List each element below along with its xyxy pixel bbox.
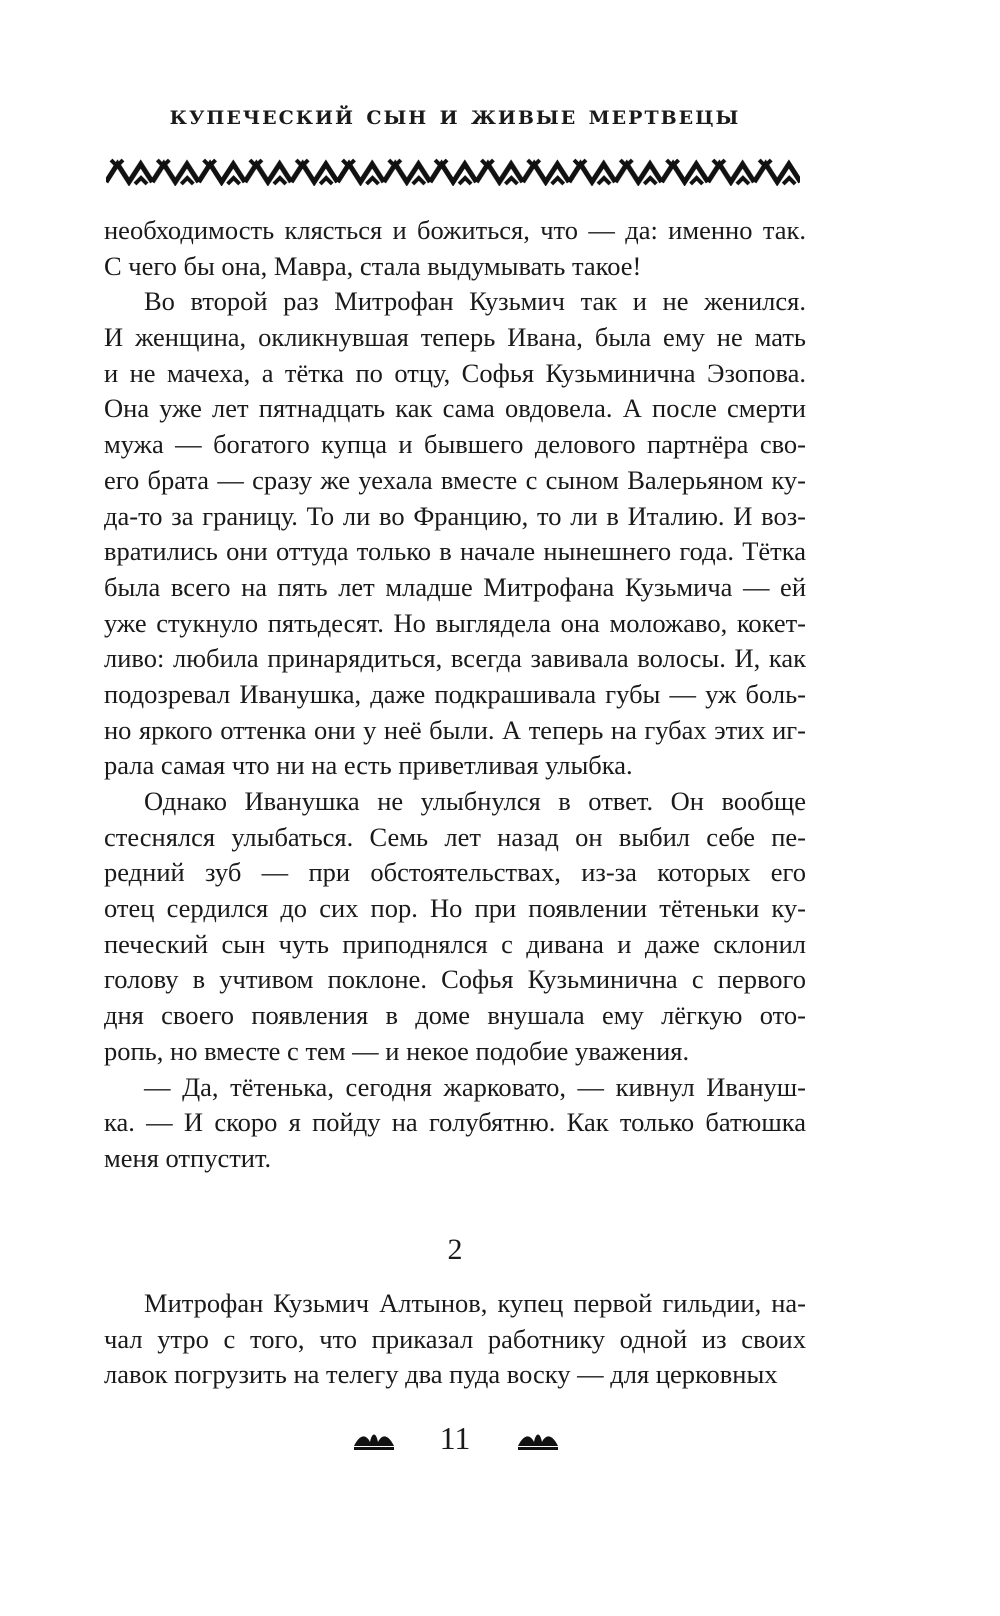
text-line: лавок погрузить на телегу два пуда воску — для церковных (104, 1359, 778, 1390)
zigzag-ornament (106, 156, 800, 186)
text-line: мужа — богатого купца и бывшего делового партнёра сво- (104, 429, 806, 460)
text-line: Во второй раз Митрофан Кузьмич так и не женился. (144, 286, 806, 317)
text-line: его брата — сразу же уехала вместе с сыном Валерьяном ку- (104, 464, 806, 495)
text-line: ка. — И скоро я пойду на голубятню. Как только батюшка (104, 1107, 806, 1138)
text-line: необходимость клясться и божиться, что — да: именно так. (104, 215, 806, 245)
text-line: С чего бы она, Мавра, стала выдумывать такое! (104, 250, 642, 281)
text-line: стеснялся улыбаться. Семь лет назад он выбил себе пе- (104, 821, 806, 852)
text-line: и не мачеха, а тётка по отцу, Софья Кузьминична Эзопова. (104, 357, 806, 388)
page-number: 11 (439, 1420, 471, 1456)
running-head: купеческий сын и живые мертвецы (169, 100, 741, 131)
text-line: Однако Иванушка не улыбнулся в ответ. Он вообще (144, 786, 806, 816)
floral-ornament-icon (516, 1428, 560, 1452)
text-line: но яркого оттенка они у неё были. А теперь на губах этих иг- (104, 714, 806, 745)
text-line: голову в учтивом поклоне. Софья Кузьминична с первого (104, 964, 806, 995)
page-footer (0, 1420, 910, 1460)
floral-ornament-icon (352, 1428, 396, 1452)
text-line: ливо: любила принарядиться, всегда завивала волосы. И, как (104, 643, 806, 674)
text-line: рала самая что ни на есть приветливая улыбка. (104, 750, 633, 781)
text-line: редний зуб — при обстоятельствах, из-за которых его (104, 857, 806, 888)
text-line: да-то за границу. То ли во Францию, то ли в Италию. И воз- (104, 500, 806, 531)
body-text (104, 213, 806, 1177)
text-line: вратились они оттуда только в начале нынешнего года. Тётка (104, 536, 806, 567)
text-line: была всего на пять лет младше Митрофана Кузьмича — ей (104, 571, 806, 602)
text-line: чал утро с того, что приказал работнику одной из своих (104, 1323, 806, 1354)
text-line: Она уже лет пятнадцать как сама овдовела. А после смерти (104, 393, 806, 424)
text-line: дня своего появления в доме внушала ему лёгкую ото- (104, 1000, 806, 1031)
text-line: уже стукнуло пятьдесят. Но выглядела она моложаво, кокет- (104, 607, 806, 638)
text-line: отец сердился до сих пор. Но при появлении тётеньки ку- (104, 893, 806, 924)
text-line: подозревал Иванушка, даже подкрашивала губы — уж боль- (104, 678, 806, 709)
text-line: ропь, но вместе с тем — и некое подобие уважения. (104, 1035, 690, 1066)
chapter-text (104, 1286, 806, 1393)
text-line: Митрофан Кузьмич Алтынов, купец первой гильдии, на- (144, 1288, 806, 1318)
text-line: меня отпустит. (104, 1142, 272, 1173)
text-line: — Да, тётенька, сегодня жарковато, — кивнул Ивануш- (144, 1071, 806, 1102)
chapter-number: 2 (447, 1233, 463, 1266)
text-line: печеский сын чуть приподнялся с дивана и даже склонил (104, 928, 806, 959)
text-line: И женщина, окликнувшая теперь Ивана, была ему не мать (104, 322, 806, 353)
